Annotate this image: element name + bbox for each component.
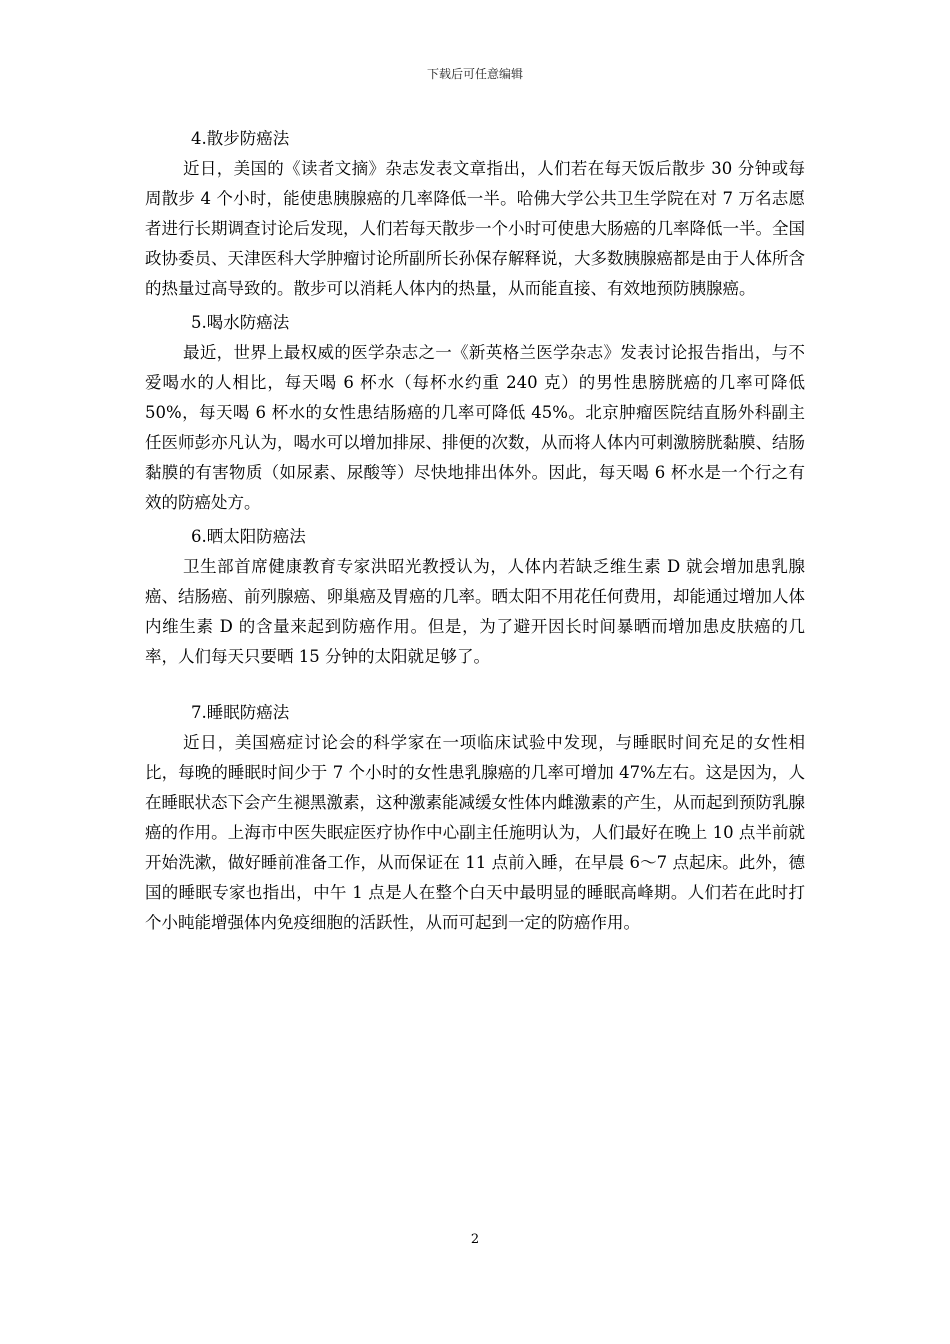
section-title-drinking-water: 5.喝水防癌法: [191, 313, 290, 332]
section-paragraph-walking: 近日，美国的《读者文摘》杂志发表文章指出，人们若在每天饭后散步 30 分钟或每周散步 4 个小时，能使患胰腺癌的几率降低一半。哈佛大学公共卫生学院在对 7 万名志愿者进行长期调查讨论后发现，人们若每天散步一个小时可使患大肠癌的几率降低一半。全国政协委员、天津医科大学肿瘤讨论所副所长孙保存解释说，大多数胰腺癌都是由于人体所含的热量过高导致的。散步可以消耗人体内的热量，从而能直接、有效地预防胰腺癌。: [145, 159, 805, 298]
section-paragraph-sleep: 近日，美国癌症讨论会的科学家在一项临床试验中发现，与睡眠时间充足的女性相比，每晚的睡眠时间少于 7 个小时的女性患乳腺癌的几率可增加 47%左右。这是因为，人在睡眠状态下会产生褪黑激素，这种激素能减缓女性体内雌激素的产生，从而起到预防乳腺癌的作用。上海市中医失眠症医疗协作中心副主任施明认为，人们最好在晚上 10 点半前就开始洗漱，做好睡前准备工作，从而保证在 11 点前入睡，在早晨 6～7 点起床。此外，德国的睡眠专家也指出，中午 1 点是人在整个白天中最明显的睡眠高峰期。人们若在此时打个小盹能增强体内免疫细胞的活跃性，从而可起到一定的防癌作用。: [145, 733, 805, 932]
section-paragraph-sunbathing: 卫生部首席健康教育专家洪昭光教授认为，人体内若缺乏维生素 D 就会增加患乳腺癌、结肠癌、前列腺癌、卵巢癌及胃癌的几率。晒太阳不用花任何费用，却能通过增加人体内维生素 D 的含量来起到防癌作用。但是，为了避开因长时间暴晒而增加患皮肤癌的几率，人们每天只要晒 15 分钟的太阳就足够了。: [145, 557, 805, 666]
blank-line: [145, 676, 805, 698]
section-title-sleep: 7.睡眠防癌法: [191, 703, 290, 722]
document-body: [145, 124, 805, 942]
section-title-walking: 4.散步防癌法: [191, 129, 290, 148]
section-paragraph-drinking-water: 最近，世界上最权威的医学杂志之一《新英格兰医学杂志》发表讨论报告指出，与不爱喝水的人相比，每天喝 6 杯水（每杯水约重 240 克）的男性患膀胱癌的几率可降低 50%，每天喝 6 杯水的女性患结肠癌的几率可降低 45%。北京肿瘤医院结直肠外科副主任医师彭亦凡认为，喝水可以增加排尿、排便的次数，从而将人体内可刺激膀胱黏膜、结肠黏膜的有害物质（如尿素、尿酸等）尽快地排出体外。因此，每天喝 6 杯水是一个行之有效的防癌处方。: [145, 343, 805, 512]
header-note: 下载后可任意编辑: [426, 67, 523, 81]
page-number: 2: [470, 1232, 480, 1247]
section-title-sunbathing: 6.晒太阳防癌法: [191, 527, 306, 546]
